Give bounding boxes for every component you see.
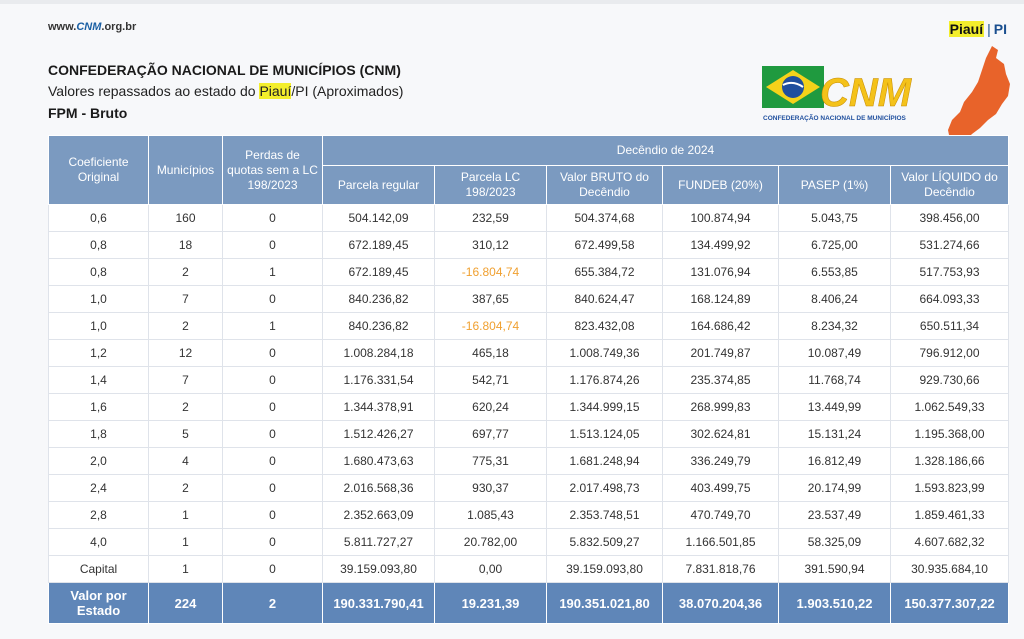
table-cell: 134.499,92 — [663, 232, 779, 259]
table-cell: 18 — [149, 232, 223, 259]
table-cell: 0 — [223, 556, 323, 583]
table-cell: 0 — [223, 475, 323, 502]
table-row — [49, 340, 1009, 367]
table-cell: 1.593.823,99 — [891, 475, 1009, 502]
top-divider — [0, 0, 1024, 4]
table-row — [49, 529, 1009, 556]
column-header: PASEP (1%) — [779, 166, 891, 205]
table-cell: 58.325,09 — [779, 529, 891, 556]
report-title: CONFEDERAÇÃO NACIONAL DE MUNICÍPIOS (CNM) — [48, 62, 401, 78]
table-cell: 1 — [223, 259, 323, 286]
table-cell: 5.832.509,27 — [547, 529, 663, 556]
table-cell: 840.236,82 — [323, 313, 435, 340]
table-cell: 2 — [149, 313, 223, 340]
table-cell: 6.553,85 — [779, 259, 891, 286]
table-row — [49, 313, 1009, 340]
table-row — [49, 448, 1009, 475]
total-cell: 2 — [223, 583, 323, 624]
table-cell: 1.681.248,94 — [547, 448, 663, 475]
table-cell: 2.016.568,36 — [323, 475, 435, 502]
total-cell: 19.231,39 — [435, 583, 547, 624]
flag-globe-icon — [782, 76, 804, 98]
state-separator: | — [987, 21, 991, 37]
report-subtitle: Valores repassados ao estado do Piauí/PI (Aproximados) — [48, 83, 404, 99]
table-cell: 1,0 — [49, 313, 149, 340]
subtitle-state-highlight: Piauí — [259, 83, 292, 99]
table-cell: 5.811.727,27 — [323, 529, 435, 556]
table-cell: 930,37 — [435, 475, 547, 502]
table-cell: 2.352.663,09 — [323, 502, 435, 529]
logo-tagline: CONFEDERAÇÃO NACIONAL DE MUNICÍPIOS — [763, 115, 906, 122]
total-cell: 1.903.510,22 — [779, 583, 891, 624]
table-cell: 655.384,72 — [547, 259, 663, 286]
state-name: Piauí — [949, 21, 984, 37]
total-cell: 190.351.021,80 — [547, 583, 663, 624]
table-cell: 0 — [223, 340, 323, 367]
site-brand: CNM — [76, 21, 102, 33]
table-cell: 0,8 — [49, 232, 149, 259]
table-cell: 0 — [223, 286, 323, 313]
table-cell: 664.093,33 — [891, 286, 1009, 313]
total-cell: 150.377.307,22 — [891, 583, 1009, 624]
table-cell: 0,6 — [49, 205, 149, 232]
table-cell: 268.999,83 — [663, 394, 779, 421]
table-cell: 1.176.874,26 — [547, 367, 663, 394]
fpm-table — [48, 135, 1009, 624]
table-cell: 1.176.331,54 — [323, 367, 435, 394]
table-cell: 823.432,08 — [547, 313, 663, 340]
table-cell: 650.511,34 — [891, 313, 1009, 340]
table-cell: 775,31 — [435, 448, 547, 475]
table-cell: 6.725,00 — [779, 232, 891, 259]
table-cell: 0 — [223, 367, 323, 394]
table-cell: 1.512.426,27 — [323, 421, 435, 448]
column-header: Valor BRUTO do Decêndio — [547, 166, 663, 205]
table-cell: 1.344.999,15 — [547, 394, 663, 421]
table-cell: 465,18 — [435, 340, 547, 367]
table-cell: 531.274,66 — [891, 232, 1009, 259]
logo-wordmark: CNM — [820, 71, 912, 115]
table-cell: 796.912,00 — [891, 340, 1009, 367]
table-cell: 1.008.284,18 — [323, 340, 435, 367]
table-cell: 0 — [223, 502, 323, 529]
table-cell: 39.159.093,80 — [323, 556, 435, 583]
table-cell: 2 — [149, 475, 223, 502]
table-cell: 7.831.818,76 — [663, 556, 779, 583]
table-cell: 1,4 — [49, 367, 149, 394]
table-cell: 201.749,87 — [663, 340, 779, 367]
table-cell: 840.624,47 — [547, 286, 663, 313]
table-cell: 4 — [149, 448, 223, 475]
table-row — [49, 367, 1009, 394]
table-cell: 0 — [223, 205, 323, 232]
table-cell: 1 — [149, 502, 223, 529]
table-cell: 0 — [223, 529, 323, 556]
state-code: PI — [993, 21, 1007, 37]
cnm-logo — [762, 62, 912, 126]
column-header: Parcela regular — [323, 166, 435, 205]
table-cell: 1.859.461,33 — [891, 502, 1009, 529]
table-cell: 929.730,66 — [891, 367, 1009, 394]
table-cell: 4,0 — [49, 529, 149, 556]
table-cell: 0 — [223, 394, 323, 421]
table-cell: 1 — [223, 313, 323, 340]
table-cell: 15.131,24 — [779, 421, 891, 448]
table-cell: 1 — [149, 556, 223, 583]
table-cell: 235.374,85 — [663, 367, 779, 394]
table-cell: 391.590,94 — [779, 556, 891, 583]
table-cell: 232,59 — [435, 205, 547, 232]
table-cell: 2,0 — [49, 448, 149, 475]
table-cell: 12 — [149, 340, 223, 367]
table-cell: 672.189,45 — [323, 232, 435, 259]
table-cell: 100.874,94 — [663, 205, 779, 232]
table-cell: 697,77 — [435, 421, 547, 448]
table-cell: 7 — [149, 367, 223, 394]
site-url[interactable]: www.CNM.org.br — [48, 21, 137, 33]
table-cell: 30.935.684,10 — [891, 556, 1009, 583]
table-cell: 7 — [149, 286, 223, 313]
table-cell: 504.374,68 — [547, 205, 663, 232]
table-cell: 504.142,09 — [323, 205, 435, 232]
table-row — [49, 259, 1009, 286]
header-row — [49, 136, 1009, 166]
table-cell: 2,8 — [49, 502, 149, 529]
section-title: FPM - Bruto — [48, 105, 128, 121]
table-cell: 13.449,99 — [779, 394, 891, 421]
table-cell: 2,4 — [49, 475, 149, 502]
table-row — [49, 286, 1009, 313]
table-cell: 1.513.124,05 — [547, 421, 663, 448]
column-header: Coeficiente Original — [49, 136, 149, 205]
group-header-decendio: Decêndio de 2024 — [323, 136, 1009, 166]
table-cell: 387,65 — [435, 286, 547, 313]
table-cell: 398.456,00 — [891, 205, 1009, 232]
table-cell: 1.344.378,91 — [323, 394, 435, 421]
table-cell: 1.008.749,36 — [547, 340, 663, 367]
table-cell: 336.249,79 — [663, 448, 779, 475]
table-cell: 0 — [223, 448, 323, 475]
table-cell: 0,00 — [435, 556, 547, 583]
table-cell: -16.804,74 — [435, 259, 547, 286]
table-cell: 20.174,99 — [779, 475, 891, 502]
table-row — [49, 502, 1009, 529]
table-cell: 10.087,49 — [779, 340, 891, 367]
table-cell: 1.166.501,85 — [663, 529, 779, 556]
table-cell: 0 — [223, 421, 323, 448]
table-cell: 4.607.682,32 — [891, 529, 1009, 556]
table-cell: 2 — [149, 259, 223, 286]
table-cell: 5.043,75 — [779, 205, 891, 232]
column-header: Parcela LC 198/2023 — [435, 166, 547, 205]
table-cell: 1.195.368,00 — [891, 421, 1009, 448]
table-cell: 0,8 — [49, 259, 149, 286]
table-cell: 672.499,58 — [547, 232, 663, 259]
column-header: Perdas de quotas sem a LC 198/2023 — [223, 136, 323, 205]
table-cell: 11.768,74 — [779, 367, 891, 394]
column-header: Municípios — [149, 136, 223, 205]
table-cell: 1.085,43 — [435, 502, 547, 529]
table-cell: 8.406,24 — [779, 286, 891, 313]
table-cell: 2.353.748,51 — [547, 502, 663, 529]
table-cell: 5 — [149, 421, 223, 448]
table-cell: 2 — [149, 394, 223, 421]
table-cell: 517.753,93 — [891, 259, 1009, 286]
table-cell: 168.124,89 — [663, 286, 779, 313]
table-cell: 1.062.549,33 — [891, 394, 1009, 421]
table-cell: 160 — [149, 205, 223, 232]
table-cell: 131.076,94 — [663, 259, 779, 286]
table-cell: 20.782,00 — [435, 529, 547, 556]
table-cell: 39.159.093,80 — [547, 556, 663, 583]
table-cell: 1.328.186,66 — [891, 448, 1009, 475]
table-cell: 23.537,49 — [779, 502, 891, 529]
table-row — [49, 556, 1009, 583]
table-row — [49, 394, 1009, 421]
table-cell: 470.749,70 — [663, 502, 779, 529]
table-cell: 8.234,32 — [779, 313, 891, 340]
total-cell: Valor por Estado — [49, 583, 149, 624]
table-cell: 840.236,82 — [323, 286, 435, 313]
table-cell: 1.680.473,63 — [323, 448, 435, 475]
state-tag — [949, 21, 1007, 37]
table-cell: 16.812,49 — [779, 448, 891, 475]
table-cell: 672.189,45 — [323, 259, 435, 286]
total-cell: 190.331.790,41 — [323, 583, 435, 624]
total-cell: 224 — [149, 583, 223, 624]
table-cell: 1,8 — [49, 421, 149, 448]
total-cell: 38.070.204,36 — [663, 583, 779, 624]
table-cell: 1,0 — [49, 286, 149, 313]
table-cell: -16.804,74 — [435, 313, 547, 340]
table-cell: 542,71 — [435, 367, 547, 394]
table-cell: 403.499,75 — [663, 475, 779, 502]
table-row — [49, 475, 1009, 502]
table-cell: 302.624,81 — [663, 421, 779, 448]
total-row — [49, 583, 1009, 624]
table-cell: 2.017.498,73 — [547, 475, 663, 502]
table-cell: 620,24 — [435, 394, 547, 421]
table-row — [49, 205, 1009, 232]
table-cell: 1,2 — [49, 340, 149, 367]
table-cell: 0 — [223, 232, 323, 259]
column-header: FUNDEB (20%) — [663, 166, 779, 205]
table-cell: 164.686,42 — [663, 313, 779, 340]
column-header: Valor LÍQUIDO do Decêndio — [891, 166, 1009, 205]
table-cell: 1 — [149, 529, 223, 556]
table-row — [49, 421, 1009, 448]
table-row — [49, 232, 1009, 259]
table-cell: Capital — [49, 556, 149, 583]
table-cell: 1,6 — [49, 394, 149, 421]
table-cell: 310,12 — [435, 232, 547, 259]
